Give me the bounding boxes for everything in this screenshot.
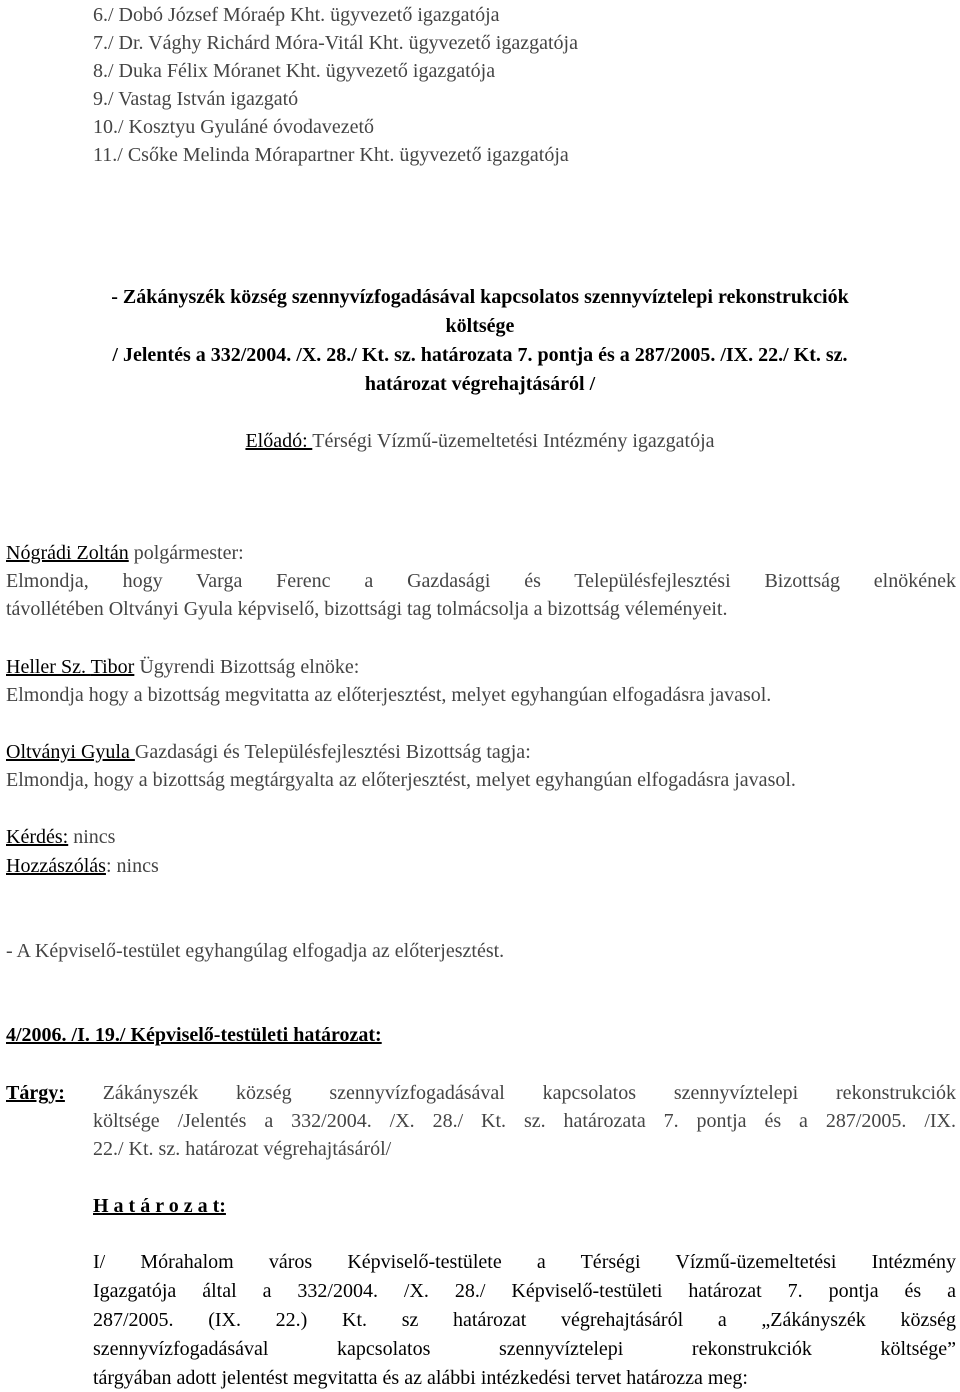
speaker-name: Oltványi Gyula	[6, 741, 135, 763]
speaker-role: Gazdasági és Településfejlesztési Bizottság tagja:	[134, 741, 531, 763]
speaker-statement: Elmondja hogy a bizottság megvitatta az előterjesztést, melyet egyhangúan elfogadásra javasol.	[6, 684, 772, 706]
comment-line	[6, 852, 159, 880]
subject-line	[6, 1079, 956, 1107]
presenter-label: Előadó:	[245, 430, 313, 452]
question-value: nincs	[68, 826, 116, 848]
attendee-item: 8./ Duka Félix Móranet Kht. ügyvezető igazgatója	[93, 60, 496, 82]
attendee-item: 9./ Vastag István igazgató	[93, 88, 299, 110]
subject-label: Tárgy:	[6, 1082, 65, 1104]
comment-label: Hozzászólás	[6, 855, 106, 877]
speaker-name: Nógrádi Zoltán	[6, 542, 129, 564]
speaker-heading	[6, 539, 244, 567]
subject-text: Zákányszék község szennyvízfogadásával kapcsolatos szennyvíztelepi rekonstrukciók	[64, 1082, 956, 1104]
attendee-item: 11./ Csőke Melinda Mórapartner Kht. ügyvezető igazgatója	[93, 144, 569, 166]
speaker-role: polgármester:	[128, 542, 244, 564]
resolution-body-line: szennyvízfogadásával kapcsolatos szennyvíztelepi rekonstrukciók költsége”	[93, 1338, 956, 1360]
attendee-item: 6./ Dobó József Móraép Kht. ügyvezető igazgatója	[93, 4, 500, 26]
speaker-name-underlined: Tibor	[90, 656, 135, 678]
attendee-item: 10./ Kosztyu Gyuláné óvodavezető	[93, 116, 375, 138]
presenter-text: Térségi Vízmű-üzemeltetési Intézmény igazgatója	[312, 430, 715, 452]
agenda-title-line: határozat végrehajtásáról /	[364, 373, 596, 395]
vote-result: - A Képviselő-testület egyhangúlag elfogadja az előterjesztést.	[6, 940, 505, 962]
agenda-title-line: - Zákányszék község szennyvízfogadásával kapcsolatos szennyvíztelepi rekonstrukciók	[111, 286, 849, 308]
resolution-number: 4/2006. /I. 19./ Képviselő-testületi határozat:	[6, 1024, 382, 1046]
resolution-body-line: I/ Mórahalom város Képviselő-testülete a Térségi Vízmű-üzemeltetési Intézmény	[93, 1251, 956, 1273]
speaker-name: Heller Sz.	[6, 656, 91, 678]
presenter-line	[0, 427, 960, 455]
agenda-title-line: / Jelentés a 332/2004. /X. 28./ Kt. sz. határozata 7. pontja és a 287/2005. /IX. 22./ Kt. sz.	[112, 344, 848, 366]
speaker-statement: távollétében Oltványi Gyula képviselő, bizottsági tag tolmácsolja a bizottság véleményeit.	[6, 598, 728, 620]
speaker-statement: Elmondja, hogy Varga Ferenc a Gazdasági és Településfejlesztési Bizottság elnökének	[6, 570, 956, 592]
speaker-heading	[6, 738, 531, 766]
resolution-body-line: 287/2005. (IX. 22.) Kt. sz határozat végrehajtásáról a „Zákányszék község	[93, 1309, 956, 1331]
resolution-body-line: tárgyában adott jelentést megvitatta és az alábbi intézkedési tervet határozza meg:	[93, 1367, 748, 1389]
subject-text: költsége /Jelentés a 332/2004. /X. 28./ Kt. sz. határozata 7. pontja és a 287/2005. /IX.	[93, 1110, 956, 1132]
speaker-role: Ügyrendi Bizottság elnöke:	[134, 656, 360, 678]
agenda-title-line: költsége	[445, 315, 515, 337]
question-label: Kérdés:	[6, 826, 69, 848]
subject-text: 22./ Kt. sz. határozat végrehajtásáról/	[93, 1138, 392, 1160]
speaker-statement: Elmondja, hogy a bizottság megtárgyalta az előterjesztést, melyet egyhangúan elfogadásra javasol.	[6, 769, 796, 791]
question-line	[6, 823, 115, 851]
resolution-heading: H a t á r o z a t:	[93, 1195, 226, 1217]
resolution-body-line: Igazgatója által a 332/2004. /X. 28./ Képviselő-testületi határozat 7. pontja és a	[93, 1280, 956, 1302]
attendee-item: 7./ Dr. Vághy Richárd Móra-Vitál Kht. ügyvezető igazgatója	[93, 32, 578, 54]
speaker-heading	[6, 653, 359, 681]
comment-value: : nincs	[105, 855, 159, 877]
